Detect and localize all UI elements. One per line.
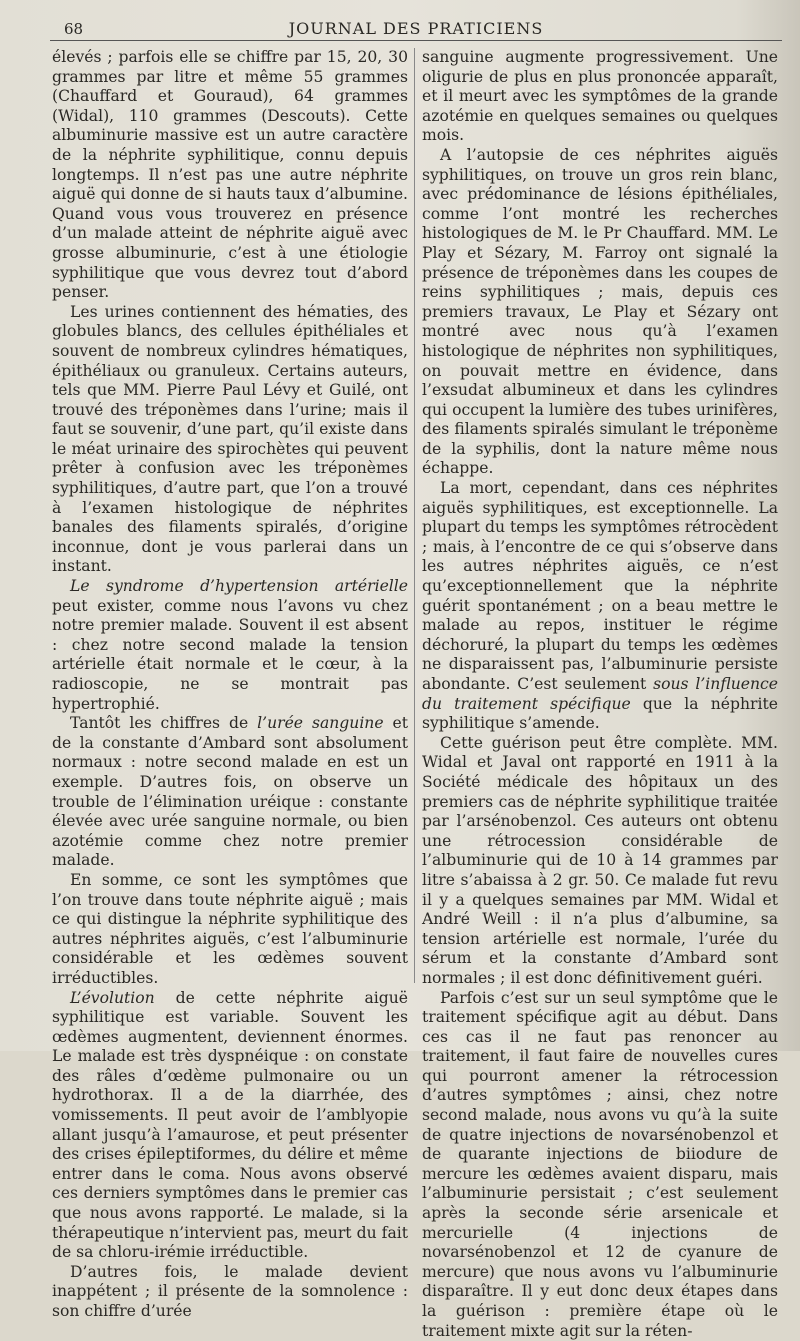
paragraph (52, 714, 408, 871)
journal-title: JOURNAL DES PRATICIENS (50, 19, 782, 38)
paragraph-text: La mort, cependant, dans ces néphrites aiguës syphilitiques, est exceptionnelle. La plupart du temps les symptômes rétrocèdent ; mais, à l’encontre de ce qui s’observe dans les autres néphrites aiguës, ce n’est qu’exceptionnellement que la néphrite guérit spontanément ; on a beau mettre le malade au repos, instituer le régime déchoruré, la plupart du temps les œdèmes ne disparaissent pas, l’albuminurie persiste abondante. C’est seulement (422, 479, 778, 693)
page-header (50, 14, 782, 41)
paragraph: élevés ; parfois elle se chiffre par 15, 20, 30 grammes par litre et même 55 grammes (Chauffard et Gouraud), 64 grammes (Widal), 110 grammes (Descouts). Cette albuminurie massive est un autre caractère de la néphrite syphilitique, connu depuis longtemps. Il n’est pas une autre néphrite aiguë qui donne de si hauts taux d’albumine. Quand vous vous trouverez en présence d’un malade atteint de néphrite aiguë avec grosse albuminurie, c’est à une étiologie syphilitique que vous devrez tout d’abord penser. (52, 48, 408, 303)
paragraph-text: et de la constante d’Ambard sont absolument normaux : notre second malade en est un exemple. D’autres fois, on observe un trouble de l’élimination uréique : constante élevée avec urée sanguine normale, ou bien azotémie comme chez notre premier malade. (52, 714, 408, 869)
page-number: 68 (64, 20, 83, 38)
paragraph (52, 577, 408, 714)
right-column (422, 48, 778, 1341)
italic-term: l’urée sanguine (257, 714, 383, 732)
italic-heading: Le syndrome d’hypertension artérielle (70, 577, 408, 595)
paragraph (422, 479, 778, 734)
paragraph: Parfois c’est sur un seul symptôme que le traitement spécifique agit au début. Dans ces cas il ne faut pas renoncer au traitement, il faut faire de nouvelles cures qui pourront amener la rétrocession d’autres symptômes ; ainsi, chez notre second malade, nous avons vu qu’à la suite de quatre injections de novarsénobenzol et de quarante injections de biiodure de mercure les œdèmes avaient disparu, mais l’albuminurie persistait ; c’est seulement après la seconde série arsenicale et mercurielle (4 injections de novarsénobenzol et 12 de cyanure de mercure) que nous avons vu l’albuminurie disparaître. Il y eut donc deux étapes dans la guérison : première étape où le traitement mixte agit sur la réten- (422, 989, 778, 1341)
paragraph: Les urines contiennent des hématies, des globules blancs, des cellules épithéliales et souvent de nombreux cylindres hématiques, épithéliaux ou granuleux. Certains auteurs, tels que MM. Pierre Paul Lévy et Guilé, ont trouvé des tréponèmes dans l’urine; mais il faut se souvenir, d’une part, qu’il existe dans le méat urinaire des spirochètes qui peuvent prêter à confusion avec les tréponèmes syphilitiques, d’autre part, que l’on a trouvé à l’examen histologique de néphrites banales des filaments spiralés, d’origine inconnue, dont je vous parlerai dans un instant. (52, 303, 408, 577)
paragraph-text: Tantôt les chiffres de (70, 714, 257, 732)
paragraph-text: de cette néphrite aiguë syphilitique est variable. Souvent les œdèmes augmentent, deviennent énormes. Le malade est très dyspnéique : on constate des râles d’œdème pulmonaire ou un hydrothorax. Il a de la diarrhée, des vomissements. Il peut avoir de l’amblyopie allant jusqu’à l’amaurose, et peut présenter des crises épileptiformes, du délire et même entrer dans le coma. Nous avons observé ces derniers symptômes dans le premier cas que nous avons rapporté. Le malade, si la thérapeutique n’intervient pas, meurt du fait de sa chloru-irémie irréductible. (52, 989, 408, 1262)
paragraph-text: que la néphrite syphilitique s’amende. (422, 695, 778, 733)
column-divider (414, 48, 415, 983)
italic-term: sous l’influence du traitement spécifique (422, 675, 778, 713)
left-column (52, 48, 408, 1322)
paragraph: En somme, ce sont les symptômes que l’on trouve dans toute néphrite aiguë ; mais ce qui distingue la néphrite syphilitique des autres néphrites aiguës, c’est l’albuminurie considérable et les œdèmes souvent irréductibles. (52, 871, 408, 989)
paragraph: D’autres fois, le malade devient inappétent ; il présente de la somnolence : son chiffre d’urée (52, 1263, 408, 1322)
paragraph: sanguine augmente progressivement. Une oligurie de plus en plus prononcée apparaît, et il meurt avec les symptômes de la grande azotémie en quelques semaines ou quelques mois. (422, 48, 778, 146)
italic-heading: L’évolution (70, 989, 155, 1007)
paragraph: Cette guérison peut être complète. MM. Widal et Javal ont rapporté en 1911 à la Société médicale des hôpitaux un des premiers cas de néphrite syphilitique traitée par l’arsénobenzol. Ces auteurs ont obtenu une rétrocession considérable de l’albuminurie qui de 10 à 14 grammes par litre s’abaissa à 2 gr. 50. Ce malade fut revu il y a quelques semaines par MM. Widal et André Weill : il n’a plus d’albumine, sa tension artérielle est normale, l’urée du sérum et la constante d’Ambard sont normales ; il est donc définitivement guéri. (422, 734, 778, 989)
paragraph: A l’autopsie de ces néphrites aiguës syphilitiques, on trouve un gros rein blanc, avec prédominance de lésions épithéliales, comme l’ont montré les recherches histologiques de M. le Pr Chauffard. MM. Le Play et Sézary, M. Farroy ont signalé la présence de tréponèmes dans les coupes de reins syphilitiques ; mais, depuis ces premiers travaux, Le Play et Sézary ont montré avec nous qu’à l’examen histologique de néphrites non syphilitiques, on pouvait mettre en évidence, dans l’exsudat albumineux et dans les cylindres qui occupent la lumière des tubes urinifères, des filaments spiralés simulant le tréponème de la syphilis, dont la nature même nous échappe. (422, 146, 778, 479)
paragraph (52, 989, 408, 1263)
paragraph-text: peut exister, comme nous l’avons vu chez notre premier malade. Souvent il est absent : chez notre second malade la tension artérielle était normale et le cœur, à la radioscopie, ne se montrait pas hypertrophié. (52, 597, 408, 713)
